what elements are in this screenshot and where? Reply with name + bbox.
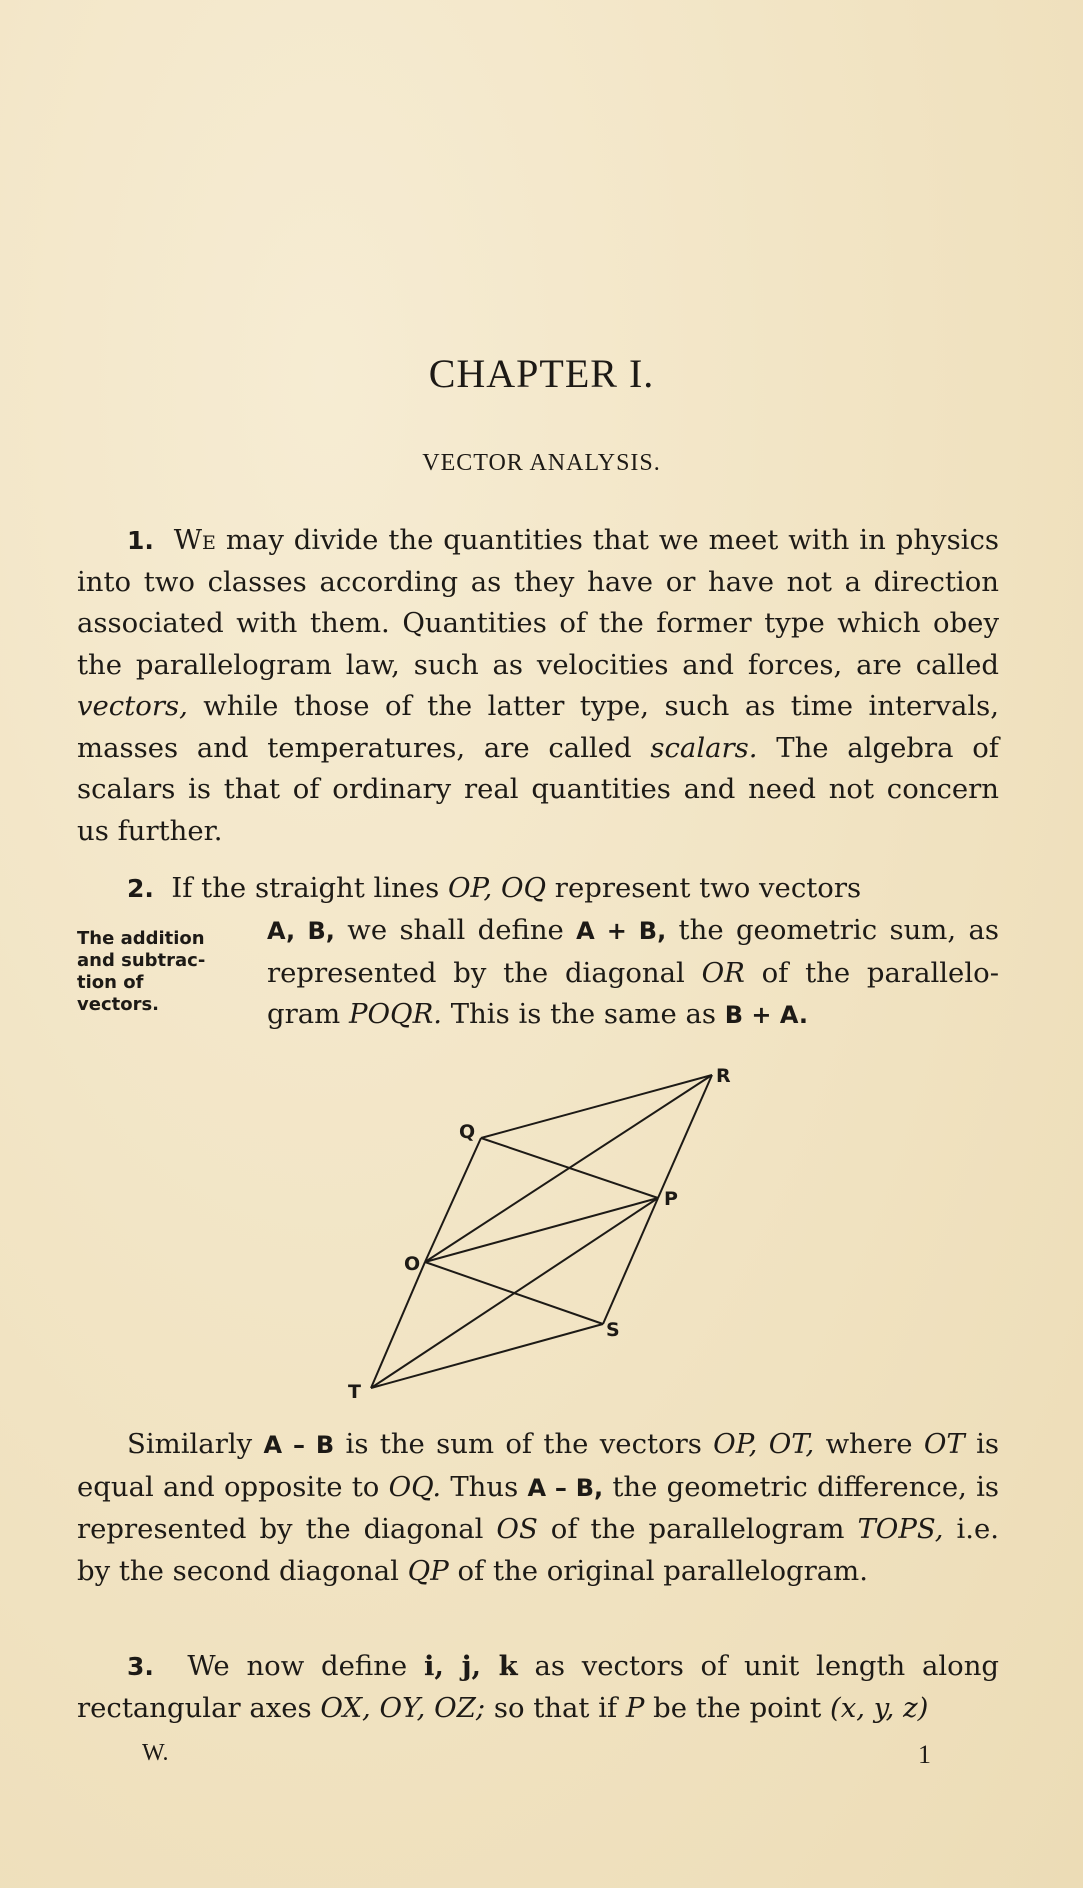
body-text: Thus (441, 1470, 528, 1503)
paragraph-number: 2. (127, 874, 154, 903)
body-text: so that if (485, 1691, 626, 1724)
signature-mark: W. (142, 1740, 169, 1766)
axes-symbols: OX, OY, OZ; (320, 1691, 486, 1724)
expr-a-minus-b: A – B, (527, 1473, 604, 1502)
symbol-oq: OQ (500, 872, 547, 904)
paragraph-3 (77, 1424, 999, 1592)
edge-po (425, 1198, 658, 1262)
point-coordinates: (x, y, z) (830, 1691, 929, 1724)
symbol-op: OP, (448, 872, 493, 904)
expr-a-plus-b: A + B, (576, 917, 667, 945)
body-text: we shall define (334, 914, 577, 946)
body-text: of the parallelogram (537, 1513, 858, 1545)
drop-word-rest: e (202, 524, 216, 556)
body-text: the geometric difference, is represented by the diagonal (77, 1470, 999, 1545)
label-p: P (664, 1188, 678, 1210)
symbol-ot: OT (923, 1428, 965, 1460)
body-text: is the sum of the vectors (334, 1428, 714, 1460)
paragraph-number: 1. (127, 526, 154, 555)
body-text: may divide the quantities that we meet with in physics into two classes according as they have or have not a direction associated with them. Quantities of the former type which obey the parallelogram law, such as velocities and forces, are called (77, 524, 999, 681)
body-text: Similarly (127, 1428, 264, 1460)
diagonal-tp (371, 1198, 658, 1388)
label-t: T (348, 1381, 361, 1403)
body-text: be the point (644, 1691, 831, 1724)
body-text: The algebra of scalars is that of ordinary real quantities and need not concern us further. (77, 731, 999, 847)
body-text: where (814, 1428, 924, 1460)
vector-a: A, (267, 917, 296, 945)
chapter-title: CHAPTER I. (428, 351, 655, 396)
expr-b-plus-a: B + A. (724, 1001, 808, 1029)
symbol-p: P (625, 1691, 645, 1724)
margin-note: The addition and subtraction of vectors. (77, 928, 206, 1015)
body-text: We now define (187, 1650, 424, 1682)
label-r: R (716, 1065, 731, 1087)
body-text: is equal and opposite to (77, 1428, 1000, 1503)
body-text: of the parallelogram (267, 956, 999, 1030)
symbol-tops: TOPS, (857, 1513, 944, 1545)
body-text: while those of the latter type, such as time intervals, masses and temperatures, are called (77, 690, 999, 764)
symbol-poqr: POQR. (348, 998, 443, 1030)
section-title: VECTOR ANALYSIS. (422, 450, 661, 476)
symbol-qp: QP (407, 1554, 449, 1587)
body-text: as vectors of unit length along rectangular axes (77, 1650, 1000, 1724)
vector-b: B, (307, 917, 335, 945)
edge-qr (481, 1075, 712, 1138)
expr-a-minus-b: A – B (263, 1431, 335, 1459)
body-text: i.e. by the second diagonal (77, 1513, 999, 1587)
term-scalars: scalars. (650, 731, 758, 764)
symbol-or: OR (701, 956, 745, 989)
label-q: Q (459, 1121, 476, 1143)
diagonal-qp (481, 1138, 658, 1198)
body-text: This is the same as (442, 998, 725, 1030)
symbol-oq: OQ. (388, 1470, 442, 1503)
symbol-ot: OT, (768, 1428, 815, 1460)
unit-vectors: i, j, k (423, 1650, 518, 1682)
term-vectors: vectors, (77, 690, 188, 722)
paragraph-4 (77, 1646, 999, 1729)
body-text: of the original parallelogram. (448, 1554, 868, 1587)
body-text: the geometric sum, as represented by the diagonal (267, 914, 999, 989)
label-s: S (606, 1319, 620, 1341)
paragraph-number: 3. (127, 1652, 154, 1681)
edge-ts (371, 1324, 603, 1388)
body-text: If the straight lines (171, 872, 448, 904)
symbol-os: OS (496, 1513, 538, 1545)
drop-word-cap: W (173, 524, 203, 556)
page-number: 1 (918, 1740, 931, 1769)
body-text: represent two vectors (546, 872, 862, 904)
symbol-op: OP, (713, 1428, 758, 1460)
label-o: O (404, 1253, 421, 1275)
